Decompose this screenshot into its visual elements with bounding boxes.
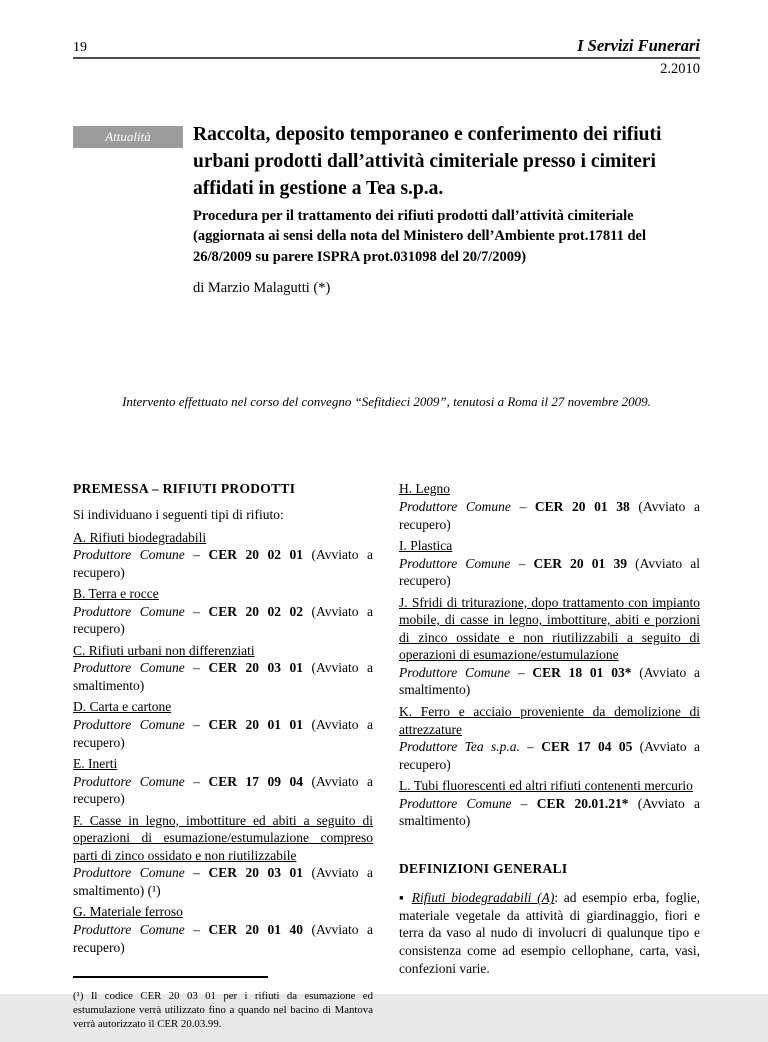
dash-separator: – (184, 603, 209, 619)
waste-item-j (399, 594, 700, 699)
waste-item-cer-code: CER 20 03 01 (208, 865, 304, 881)
section-heading-definizioni: DEFINIZIONI GENERALI (399, 860, 568, 876)
waste-item-producer: Produttore Comune (73, 922, 185, 938)
waste-item-producer: Produttore Comune (399, 795, 512, 811)
issue-number: 2.2010 (660, 61, 700, 77)
waste-item-e (73, 755, 373, 808)
dash-separator: – (184, 717, 209, 733)
right-column (399, 480, 700, 1041)
article-subtitle: Procedura per il trattamento dei rifiuti prodotti dall’attività cimiteriale (aggiornata ai sensi della nota del Ministero dell’Ambiente prot.17811 del 26/8/2009 su parere ISPRA prot.031098 del 20/7/2009) (193, 207, 646, 265)
waste-item-cer-code: CER 20 01 01 (208, 717, 304, 733)
premessa-intro: Si individuano i seguenti tipi di rifiuto: (73, 507, 284, 522)
waste-item-cer-code: CER 20.01.21* (536, 795, 629, 811)
waste-item-cer-code: CER 17 09 04 (208, 773, 304, 789)
waste-item-producer: Produttore Comune (73, 660, 185, 676)
dash-separator: – (510, 555, 534, 571)
dash-separator: – (184, 922, 209, 938)
waste-item-g (73, 903, 373, 956)
title-texts (193, 122, 698, 297)
footnote-text: (¹) Il codice CER 20 03 01 per i rifiuti da esumazione ed estumulazione verrà utilizzato fino a quando nel bacino di Mantova verrà autorizzato il CER 20.03.99. (73, 989, 373, 1030)
waste-item-producer: Produttore Comune (399, 664, 511, 680)
waste-item-producer: Produttore Comune (399, 555, 511, 571)
left-column (73, 480, 373, 1041)
title-section (73, 122, 700, 297)
conference-note: Intervento effettuato nel corso del convegno “Sefitdieci 2009”, tenutosi a Roma il 27 novembre 2009. (122, 394, 651, 410)
waste-item-producer: Produttore Comune (73, 603, 185, 619)
category-tag: Attualità (73, 126, 183, 148)
waste-item-cer-code: CER 20 02 02 (208, 603, 304, 619)
waste-item-disposal: (Avviato a recupero) (73, 547, 373, 580)
waste-item-f (73, 812, 373, 900)
waste-item-label: D. Carta e cartone (73, 699, 172, 715)
dash-separator: – (184, 547, 209, 563)
waste-item-cer-code: CER 20 01 38 (534, 499, 630, 514)
definition-text: : ad esempio erba, foglie, materiale vegetale da attività di giardinaggio, fiori e terra da vaso al nudo di involucri di qualunque tipo e consistenza come ad esempio cellophane, carta, vasi, confezioni varie. (399, 890, 700, 976)
waste-item-disposal: (Avviato a smaltimento) (73, 660, 373, 693)
waste-item-h (399, 480, 700, 533)
waste-item-label: L. Tubi fluorescenti ed altri rifiuti contenenti mercurio (399, 778, 693, 794)
waste-item-producer: Produttore Comune (73, 865, 185, 881)
waste-item-l (399, 777, 700, 830)
definition-paragraph (399, 889, 700, 977)
waste-item-label: K. Ferro e acciaio proveniente da demolizione di attrezzature (399, 704, 700, 737)
waste-item-producer: Produttore Comune (73, 547, 185, 563)
waste-item-disposal: (Avviato a recupero) (73, 922, 373, 955)
waste-item-cer-code: CER 18 01 03* (532, 664, 632, 680)
waste-item-cer-code: CER 20 03 01 (208, 660, 304, 676)
dash-separator: – (511, 795, 537, 811)
waste-item-cer-code: CER 20 01 39 (533, 555, 627, 571)
waste-item-label: E. Inerti (73, 756, 118, 772)
waste-item-label: B. Terra e rocce (73, 586, 159, 602)
page-header (73, 36, 700, 59)
waste-item-disposal: (Avviato a recupero) (73, 773, 373, 807)
waste-item-disposal: (Avviato a recupero) (399, 739, 700, 772)
dash-separator: – (184, 773, 209, 789)
waste-item-producer: Produttore Comune (73, 773, 185, 789)
waste-item-disposal: (Avviato a smaltimento) (399, 664, 700, 698)
waste-item-disposal: (Avviato al recupero) (399, 555, 700, 589)
journal-title: I Servizi Funerari (577, 36, 700, 55)
waste-item-disposal: (Avviato a recupero) (399, 499, 700, 532)
waste-item-label: C. Rifiuti urbani non differenziati (73, 642, 255, 658)
waste-item-label: G. Materiale ferroso (73, 904, 183, 920)
waste-item-producer: Produttore Tea s.p.a. (399, 739, 520, 755)
waste-item-producer: Produttore Comune (399, 499, 511, 514)
article-title: Raccolta, deposito temporaneo e conferimento dei rifiuti urbani prodotti dall’attività cimiteriale presso i cimiteri affidati in gestione a Tea s.p.a. (193, 124, 662, 199)
section-heading-premessa: PREMESSA – RIFIUTI PRODOTTI (73, 481, 296, 497)
waste-item-disposal: (Avviato a smaltimento) (399, 795, 700, 829)
dash-separator: – (184, 865, 209, 881)
waste-item-cer-code: CER 17 04 05 (541, 739, 633, 755)
waste-item-k (399, 703, 700, 773)
dash-separator: – (510, 664, 533, 680)
dash-separator: – (184, 660, 209, 676)
waste-item-disposal: (Avviato a smaltimento) (¹) (73, 865, 373, 898)
waste-item-label: F. Casse in legno, imbottiture ed abiti a seguito di operazioni di esumazione/estumulazione compreso parti di zinco ossidato e non riutilizzabile (73, 812, 373, 863)
waste-item-label: J. Sfridi di triturazione, dopo trattamento con impianto mobile, di casse in legno, imbottiture, abiti e porzioni di zinco ossidate e non riutilizzabili a seguito di operazioni di esumazione/estumulazione (399, 594, 700, 663)
waste-item-c (73, 642, 373, 695)
waste-item-label: H. Legno (399, 481, 450, 497)
waste-item-b (73, 585, 373, 638)
dash-separator: – (510, 499, 535, 514)
waste-item-cer-code: CER 20 01 40 (208, 922, 304, 938)
bullet-icon: ▪ (399, 890, 412, 906)
article-byline: di Marzio Malagutti (*) (193, 280, 331, 297)
dash-separator: – (519, 739, 542, 755)
waste-item-producer: Produttore Comune (73, 717, 185, 733)
waste-item-cer-code: CER 20 02 01 (208, 547, 304, 563)
waste-item-disposal: (Avviato a recupero) (73, 717, 373, 750)
waste-item-disposal: (Avviato a recupero) (73, 603, 373, 637)
article-body (73, 480, 700, 1041)
waste-item-a (73, 529, 373, 582)
waste-item-label: A. Rifiuti biodegradabili (73, 529, 207, 545)
waste-item-label: I. Plastica (399, 538, 453, 554)
definition-term: Rifiuti biodegradabili (A) (411, 890, 555, 906)
footnote-rule (73, 976, 268, 978)
waste-item-i (399, 537, 700, 590)
waste-item-d (73, 698, 373, 751)
page-number: 19 (73, 40, 87, 55)
